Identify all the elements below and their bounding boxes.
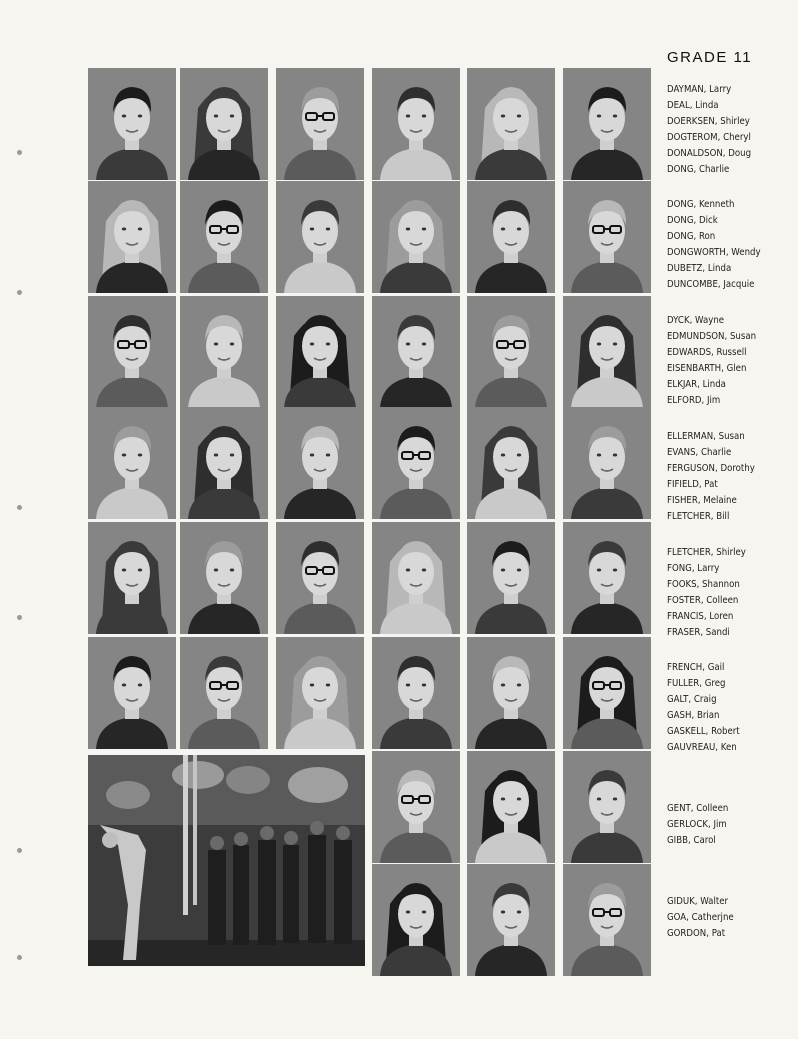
student-name: ELLERMAN, Susan (667, 431, 745, 442)
name-list (667, 801, 728, 849)
name-list (667, 660, 740, 756)
student-portrait (180, 68, 268, 180)
student-portrait (276, 407, 364, 519)
student-name: DUBETZ, Linda (667, 263, 732, 274)
student-name: FRENCH, Gail (667, 662, 725, 673)
student-portrait (372, 407, 460, 519)
student-name: GERLOCK, Jim (667, 819, 727, 830)
student-portrait (467, 68, 555, 180)
page-title: GRADE 11 (667, 49, 753, 66)
student-name: DONG, Charlie (667, 164, 730, 175)
binder-hole (17, 505, 22, 510)
student-name: FRASER, Sandi (667, 627, 730, 638)
student-portrait (372, 751, 460, 863)
student-portrait (372, 181, 460, 293)
student-portrait (467, 864, 555, 976)
name-list (667, 894, 734, 942)
student-name: FLETCHER, Bill (667, 511, 730, 522)
student-portrait (180, 296, 268, 408)
student-portrait (88, 637, 176, 749)
student-name: ELKJAR, Linda (667, 379, 726, 390)
student-name: DUNCOMBE, Jacquie (667, 279, 755, 290)
student-portrait (563, 751, 651, 863)
name-list (667, 197, 761, 293)
student-name: DONALDSON, Doug (667, 148, 752, 159)
binder-hole (17, 955, 22, 960)
student-name: GASH, Brian (667, 710, 720, 721)
student-portrait (563, 637, 651, 749)
student-portrait (372, 864, 460, 976)
student-name: DONGWORTH, Wendy (667, 247, 761, 258)
student-name: ELFORD, Jim (667, 395, 721, 406)
student-name: FONG, Larry (667, 563, 720, 574)
student-portrait (88, 407, 176, 519)
student-name: DYCK, Wayne (667, 315, 725, 326)
student-portrait (88, 181, 176, 293)
student-name: GALT, Craig (667, 694, 717, 705)
student-name: FOOKS, Shannon (667, 579, 740, 590)
student-portrait (467, 296, 555, 408)
student-name: GASKELL, Robert (667, 726, 740, 737)
student-portrait (180, 181, 268, 293)
name-list (667, 313, 756, 409)
student-name: EDMUNDSON, Susan (667, 331, 757, 342)
student-name: GORDON, Pat (667, 928, 726, 939)
student-portrait (88, 296, 176, 408)
student-name: DONG, Kenneth (667, 199, 735, 210)
name-list (667, 82, 751, 178)
student-portrait (276, 68, 364, 180)
student-portrait (372, 637, 460, 749)
student-portrait (276, 637, 364, 749)
student-name: GIBB, Carol (667, 835, 716, 846)
cheerleader-photo (88, 755, 365, 966)
student-name: DONG, Ron (667, 231, 716, 242)
binder-hole (17, 615, 22, 620)
student-name: EDWARDS, Russell (667, 347, 747, 358)
student-portrait (372, 68, 460, 180)
student-portrait (88, 522, 176, 634)
student-name: GOA, Catherjne (667, 912, 734, 923)
student-name: DAYMAN, Larry (667, 84, 732, 95)
student-name: FERGUSON, Dorothy (667, 463, 755, 474)
student-portrait (180, 407, 268, 519)
student-portrait (467, 637, 555, 749)
student-name: FISHER, Melaine (667, 495, 737, 506)
student-name: DOGTEROM, Cheryl (667, 132, 751, 143)
student-name: DONG, Dick (667, 215, 718, 226)
name-list (667, 429, 755, 525)
student-name: FULLER, Greg (667, 678, 726, 689)
student-name: EVANS, Charlie (667, 447, 732, 458)
student-name: DOERKSEN, Shirley (667, 116, 750, 127)
student-name: FIFIELD, Pat (667, 479, 718, 490)
student-portrait (563, 522, 651, 634)
student-portrait (467, 407, 555, 519)
student-portrait (563, 68, 651, 180)
student-portrait (180, 637, 268, 749)
student-portrait (372, 296, 460, 408)
binder-hole (17, 848, 22, 853)
student-name: GAUVREAU, Ken (667, 742, 737, 753)
student-portrait (88, 68, 176, 180)
student-portrait (372, 522, 460, 634)
name-list (667, 545, 746, 641)
student-portrait (276, 181, 364, 293)
student-portrait (467, 522, 555, 634)
student-name: FOSTER, Colleen (667, 595, 739, 606)
binder-hole (17, 150, 22, 155)
student-portrait (467, 181, 555, 293)
student-name: FRANCIS, Loren (667, 611, 734, 622)
student-name: FLETCHER, Shirley (667, 547, 746, 558)
student-portrait (276, 296, 364, 408)
student-name: GIDUK, Walter (667, 896, 729, 907)
student-portrait (563, 181, 651, 293)
student-name: GENT, Colleen (667, 803, 729, 814)
student-name: EISENBARTH, Glen (667, 363, 747, 374)
student-portrait (180, 522, 268, 634)
student-portrait (563, 864, 651, 976)
student-portrait (563, 407, 651, 519)
student-portrait (563, 296, 651, 408)
binder-hole (17, 290, 22, 295)
student-name: DEAL, Linda (667, 100, 719, 111)
student-portrait (276, 522, 364, 634)
student-portrait (467, 751, 555, 863)
